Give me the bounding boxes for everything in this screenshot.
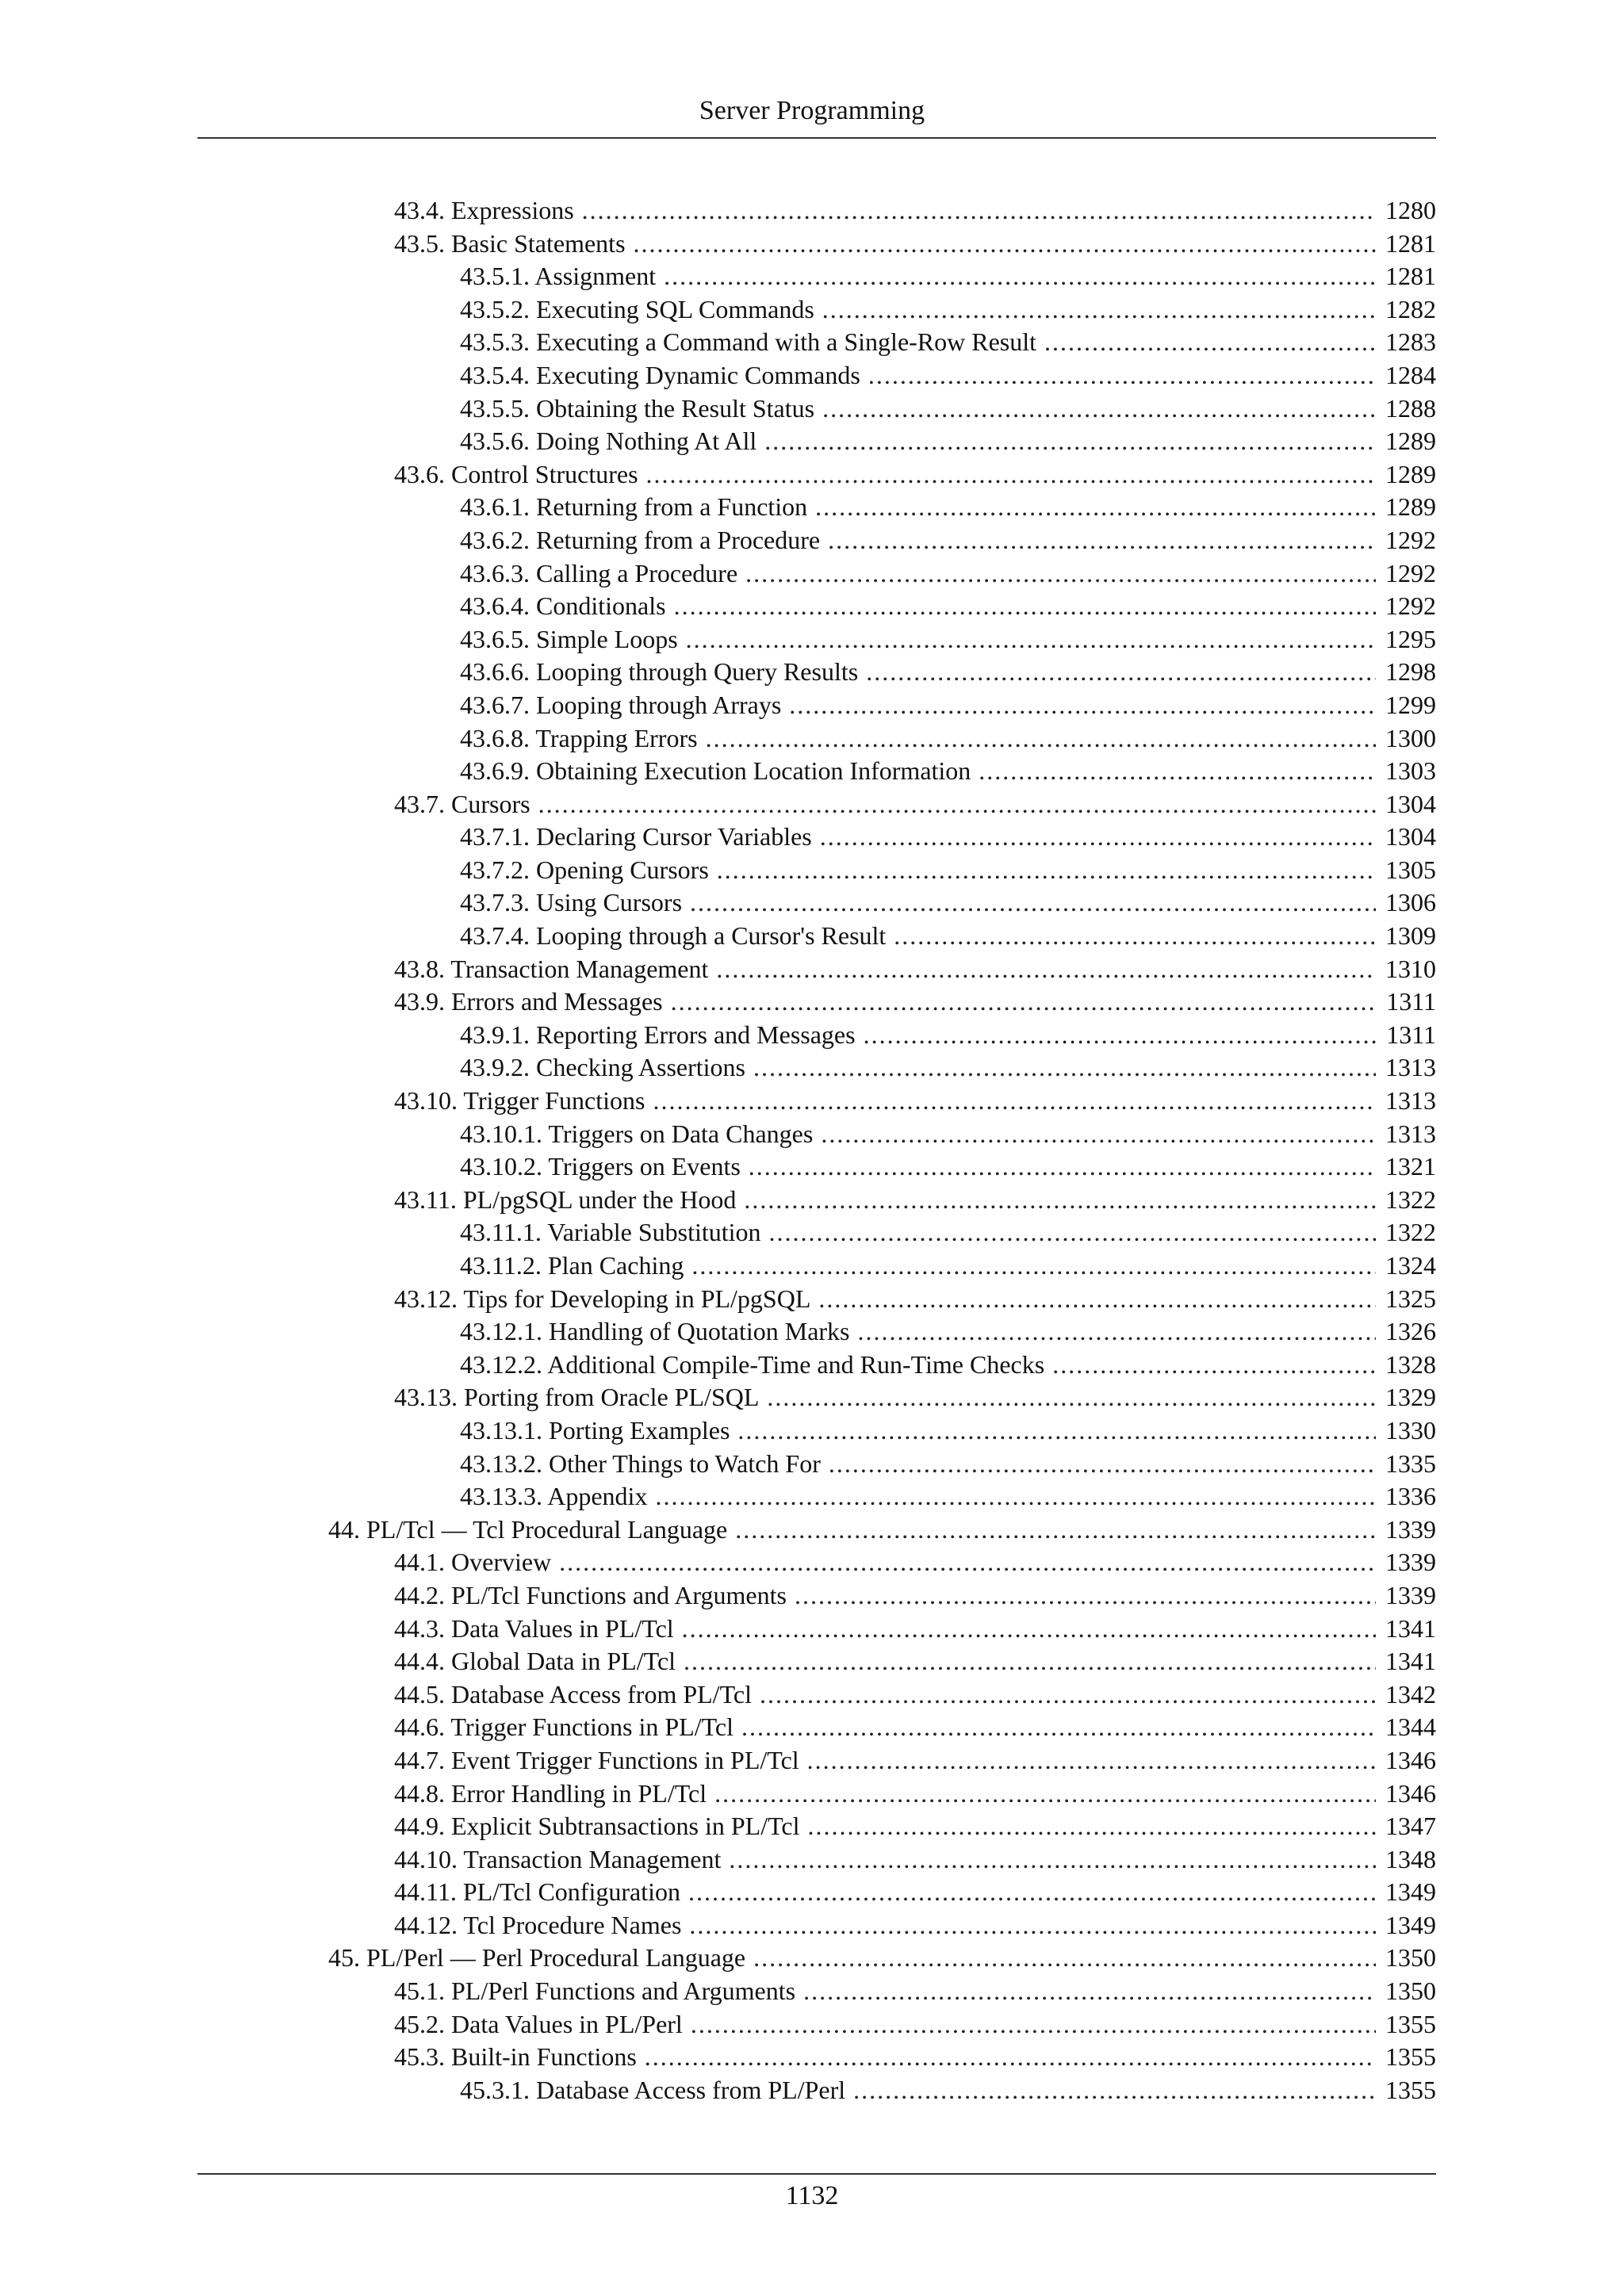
toc-entry[interactable]: [0, 359, 1624, 392]
dot-leader: [745, 557, 1376, 591]
toc-entry-page: 1304: [1385, 789, 1436, 818]
dot-leader: [853, 2074, 1376, 2107]
dot-leader: [1044, 326, 1376, 359]
dot-leader: [864, 1019, 1376, 1052]
toc-entry-page: 1341: [1385, 1647, 1436, 1676]
toc-entry-page: 1355: [1385, 2009, 1436, 2038]
toc-entry-title: 45. PL/Perl — Perl Procedural Language: [328, 1943, 746, 1973]
toc-entry-page: 1299: [1385, 690, 1436, 719]
toc-entry[interactable]: [0, 886, 1624, 920]
toc-entry[interactable]: [0, 1579, 1624, 1613]
toc-entry[interactable]: [0, 1777, 1624, 1811]
toc-entry-page: 1355: [1385, 2042, 1436, 2072]
toc-entry-title: 43.5. Basic Statements: [394, 228, 626, 258]
toc-entry[interactable]: [0, 1513, 1624, 1547]
toc-entry-title: 43.10. Trigger Functions: [394, 1086, 645, 1115]
toc-entry-title: 43.5.6. Doing Nothing At All: [460, 427, 757, 456]
dot-leader: [764, 425, 1376, 458]
dot-leader: [653, 1085, 1376, 1118]
dot-leader: [689, 1909, 1376, 1942]
toc-entry[interactable]: [0, 1184, 1624, 1217]
dot-leader: [691, 2008, 1376, 2042]
toc-entry-title: 43.12. Tips for Developing in PL/pgSQL: [394, 1284, 811, 1313]
toc-entry-page: 1289: [1385, 427, 1436, 456]
toc-entry-title: 43.5.5. Obtaining the Result Status: [460, 393, 815, 423]
toc-entry-page: 1329: [1385, 1383, 1436, 1412]
footer-rule: [197, 2173, 1436, 2175]
toc-entry-title: 43.7.3. Using Cursors: [460, 888, 683, 917]
toc-entry-page: 1306: [1385, 888, 1436, 917]
dot-leader: [821, 1118, 1376, 1151]
toc-entry[interactable]: [0, 491, 1624, 524]
toc-entry[interactable]: [0, 260, 1624, 293]
dot-leader: [753, 1051, 1376, 1085]
toc-entry-page: 1280: [1385, 196, 1436, 224]
dot-leader: [655, 1480, 1376, 1513]
toc-entry[interactable]: [0, 524, 1624, 557]
dot-leader: [795, 1579, 1376, 1613]
dot-leader: [691, 1249, 1376, 1283]
toc-entry-page: 1284: [1385, 360, 1436, 389]
toc-entry-page: 1311: [1386, 987, 1436, 1016]
dot-leader: [538, 788, 1376, 821]
toc-entry-title: 45.3.1. Database Access from PL/Perl: [460, 2075, 846, 2104]
toc-entry-page: 1355: [1385, 2075, 1436, 2104]
toc-entry-page: 1311: [1386, 1020, 1436, 1049]
dot-leader: [688, 1876, 1376, 1909]
dot-leader: [749, 1150, 1376, 1184]
toc-entry-page: 1330: [1385, 1415, 1436, 1445]
dot-leader: [807, 1810, 1376, 1843]
toc-entry[interactable]: [0, 2074, 1624, 2107]
dot-leader: [674, 590, 1376, 623]
dot-leader: [671, 985, 1376, 1019]
toc-entry[interactable]: [0, 1975, 1624, 2008]
toc-entry-page: 1281: [1385, 228, 1436, 258]
dot-leader: [646, 458, 1376, 492]
toc-entry[interactable]: [0, 656, 1624, 689]
toc-entry-title: 43.6.4. Conditionals: [460, 591, 666, 621]
toc-entry-title: 44.7. Event Trigger Functions in PL/Tcl: [394, 1745, 799, 1774]
toc-entry-title: 43.8. Transaction Management: [394, 954, 709, 983]
toc-entry-page: 1322: [1385, 1218, 1436, 1247]
dot-leader: [803, 1975, 1376, 2008]
toc-entry-title: 43.13.2. Other Things to Watch For: [460, 1448, 821, 1478]
toc-entry-page: 1322: [1385, 1184, 1436, 1214]
toc-entry-page: 1298: [1385, 657, 1436, 687]
toc-entry-title: 44.4. Global Data in PL/Tcl: [394, 1647, 676, 1676]
dot-leader: [818, 1283, 1376, 1316]
toc-entry-title: 43.9.2. Checking Assertions: [460, 1053, 745, 1082]
dot-leader: [744, 1184, 1376, 1217]
dot-leader: [737, 1414, 1376, 1448]
toc-entry-page: 1349: [1385, 1877, 1436, 1907]
toc-entry[interactable]: [0, 557, 1624, 591]
toc-entry[interactable]: [0, 293, 1624, 327]
toc-entry-title: 44.11. PL/Tcl Configuration: [394, 1877, 680, 1907]
toc-entry-title: 43.6.5. Simple Loops: [460, 624, 678, 653]
toc-entry-title: 43.5.4. Executing Dynamic Commands: [460, 360, 860, 389]
toc-entry-title: 45.3. Built-in Functions: [394, 2042, 637, 2072]
toc-entry-title: 43.9. Errors and Messages: [394, 987, 663, 1016]
toc-entry-title: 43.6. Control Structures: [394, 459, 638, 488]
toc-entry-title: 44.8. Error Handling in PL/Tcl: [394, 1778, 707, 1808]
toc-entry[interactable]: [0, 1909, 1624, 1942]
toc-entry-title: 43.6.8. Trapping Errors: [460, 723, 698, 752]
toc-entry[interactable]: [0, 821, 1624, 854]
toc-entry-page: 1281: [1385, 262, 1436, 291]
dot-leader: [769, 1216, 1376, 1249]
toc-entry-title: 45.1. PL/Perl Functions and Arguments: [394, 1976, 796, 2006]
toc-entry-page: 1282: [1385, 294, 1436, 323]
toc-entry-page: 1339: [1385, 1514, 1436, 1544]
dot-leader: [682, 1613, 1376, 1646]
toc-entry-page: 1304: [1385, 822, 1436, 851]
toc-entry[interactable]: [0, 1019, 1624, 1052]
toc-entry[interactable]: [0, 1349, 1624, 1382]
toc-entry[interactable]: [0, 689, 1624, 722]
toc-entry[interactable]: [0, 194, 1624, 228]
toc-entry-page: 1328: [1385, 1349, 1436, 1379]
dot-leader: [684, 1645, 1376, 1678]
toc-entry-title: 43.7.1. Declaring Cursor Variables: [460, 822, 812, 851]
toc-entry[interactable]: [0, 228, 1624, 261]
toc-entry[interactable]: [0, 623, 1624, 656]
dot-leader: [753, 1942, 1376, 1975]
dot-leader: [559, 1546, 1376, 1579]
dot-leader: [690, 886, 1376, 920]
toc-entry-page: 1324: [1385, 1251, 1436, 1280]
toc-entry[interactable]: [0, 590, 1624, 623]
toc-entry-page: 1305: [1385, 855, 1436, 884]
dot-leader: [866, 656, 1376, 689]
toc-entry[interactable]: [0, 1249, 1624, 1283]
toc-entry[interactable]: [0, 1645, 1624, 1678]
toc-entry-page: 1321: [1385, 1152, 1436, 1181]
dot-leader: [582, 194, 1376, 228]
toc-entry-page: 1313: [1385, 1119, 1436, 1148]
toc-entry[interactable]: [0, 2008, 1624, 2042]
toc-entry-page: 1350: [1385, 1976, 1436, 2006]
toc-entry-page: 1339: [1385, 1548, 1436, 1577]
toc-entry[interactable]: [0, 1448, 1624, 1481]
toc-entry-page: 1349: [1385, 1910, 1436, 1939]
toc-entry-title: 43.6.7. Looping through Arrays: [460, 690, 782, 719]
dot-leader: [815, 491, 1376, 524]
toc-entry-title: 43.6.9. Obtaining Execution Location Information: [460, 756, 971, 786]
toc-entry-page: 1283: [1385, 327, 1436, 357]
toc-entry[interactable]: [0, 1216, 1624, 1249]
toc-entry-page: 1347: [1385, 1812, 1436, 1841]
toc-entry-page: 1348: [1385, 1844, 1436, 1873]
toc-entry-page: 1292: [1385, 591, 1436, 621]
toc-entry[interactable]: [0, 1711, 1624, 1744]
toc-entry-page: 1346: [1385, 1745, 1436, 1774]
toc-entry[interactable]: [0, 1810, 1624, 1843]
toc-entry-page: 1344: [1385, 1712, 1436, 1742]
toc-entry[interactable]: [0, 920, 1624, 953]
toc-entry-page: 1313: [1385, 1086, 1436, 1115]
toc-entry-title: 43.5.2. Executing SQL Commands: [460, 294, 814, 323]
toc-entry[interactable]: [0, 1942, 1624, 1975]
header-rule: [197, 137, 1436, 139]
dot-leader: [714, 1777, 1376, 1811]
toc-entry-page: 1350: [1385, 1943, 1436, 1973]
toc-entry-title: 43.13. Porting from Oracle PL/SQL: [394, 1383, 760, 1412]
toc-entry[interactable]: [0, 1283, 1624, 1316]
page-number: 1132: [785, 2181, 839, 2210]
toc-entry[interactable]: [0, 326, 1624, 359]
toc-entry-page: 1336: [1385, 1482, 1436, 1511]
toc-entry-title: 43.12.2. Additional Compile-Time and Run-Time Checks: [460, 1349, 1045, 1379]
toc-entry[interactable]: [0, 755, 1624, 788]
dot-leader: [735, 1513, 1376, 1547]
toc-entry-page: 1325: [1385, 1284, 1436, 1313]
toc-entry-title: 43.5.1. Assignment: [460, 262, 657, 291]
toc-entry-title: 43.13.1. Porting Examples: [460, 1415, 730, 1445]
dot-leader: [664, 260, 1376, 293]
toc-entry-title: 44.10. Transaction Management: [394, 1844, 722, 1873]
dot-leader: [741, 1711, 1376, 1744]
toc-entry-title: 43.12.1. Handling of Quotation Marks: [460, 1317, 850, 1346]
toc-entry-title: 43.10.2. Triggers on Events: [460, 1152, 741, 1181]
toc-entry[interactable]: [0, 392, 1624, 426]
toc-entry[interactable]: [0, 953, 1624, 986]
toc-entry-page: 1300: [1385, 723, 1436, 752]
toc-entry[interactable]: [0, 1876, 1624, 1909]
toc-entry-title: 44.2. PL/Tcl Functions and Arguments: [394, 1580, 787, 1609]
toc-entry-title: 43.11.2. Plan Caching: [460, 1251, 684, 1280]
dot-leader: [760, 1678, 1376, 1712]
dot-leader: [829, 1448, 1376, 1481]
dot-leader: [894, 920, 1376, 953]
toc-entry[interactable]: [0, 722, 1624, 756]
toc-entry[interactable]: [0, 1744, 1624, 1777]
toc-entry-page: 1288: [1385, 393, 1436, 423]
table-of-contents: [0, 194, 1624, 2107]
toc-entry[interactable]: [0, 788, 1624, 821]
toc-entry[interactable]: [0, 1315, 1624, 1349]
toc-entry-page: 1339: [1385, 1580, 1436, 1609]
toc-entry[interactable]: [0, 1480, 1624, 1513]
toc-entry-title: 43.5.3. Executing a Command with a Single-Row Result: [460, 327, 1037, 357]
dot-leader: [1052, 1349, 1376, 1382]
dot-leader: [686, 623, 1376, 656]
toc-entry[interactable]: [0, 1051, 1624, 1085]
toc-entry-title: 44. PL/Tcl — Tcl Procedural Language: [328, 1514, 728, 1544]
dot-leader: [706, 722, 1376, 756]
toc-entry-page: 1289: [1385, 492, 1436, 522]
dot-leader: [767, 1381, 1376, 1414]
dot-leader: [634, 228, 1376, 261]
toc-entry[interactable]: [0, 1118, 1624, 1151]
toc-entry-title: 44.9. Explicit Subtransactions in PL/Tcl: [394, 1812, 800, 1841]
toc-entry-title: 43.7.2. Opening Cursors: [460, 855, 709, 884]
toc-entry[interactable]: [0, 1414, 1624, 1448]
toc-entry-page: 1310: [1385, 954, 1436, 983]
toc-entry-page: 1289: [1385, 459, 1436, 488]
toc-entry-title: 43.6.2. Returning from a Procedure: [460, 525, 821, 554]
toc-entry[interactable]: [0, 1678, 1624, 1712]
dot-leader: [789, 689, 1376, 722]
toc-entry[interactable]: [0, 1843, 1624, 1877]
dot-leader: [645, 2041, 1376, 2074]
toc-entry-page: 1346: [1385, 1778, 1436, 1808]
toc-entry-title: 43.10.1. Triggers on Data Changes: [460, 1119, 814, 1148]
dot-leader: [729, 1843, 1376, 1877]
toc-entry[interactable]: [0, 1613, 1624, 1646]
running-header: Server Programming: [699, 96, 925, 125]
toc-entry-page: 1292: [1385, 525, 1436, 554]
toc-entry-title: 43.7.4. Looping through a Cursor's Result: [460, 921, 887, 951]
toc-entry-title: 43.9.1. Reporting Errors and Messages: [460, 1020, 856, 1049]
toc-entry-title: 43.6.6. Looping through Query Results: [460, 657, 859, 687]
dot-leader: [807, 1744, 1376, 1777]
toc-entry[interactable]: [0, 985, 1624, 1019]
toc-entry-page: 1341: [1385, 1613, 1436, 1643]
toc-entry-page: 1309: [1385, 921, 1436, 951]
dot-leader: [979, 755, 1376, 788]
dot-leader: [820, 821, 1376, 854]
toc-entry-page: 1295: [1385, 624, 1436, 653]
toc-entry[interactable]: [0, 1150, 1624, 1184]
toc-entry-title: 44.5. Database Access from PL/Tcl: [394, 1679, 752, 1709]
toc-entry[interactable]: [0, 458, 1624, 492]
toc-entry-title: 44.1. Overview: [394, 1548, 552, 1577]
toc-entry-title: 45.2. Data Values in PL/Perl: [394, 2009, 683, 2038]
dot-leader: [822, 293, 1376, 327]
toc-entry-page: 1313: [1385, 1053, 1436, 1082]
toc-entry-title: 44.3. Data Values in PL/Tcl: [394, 1613, 674, 1643]
toc-entry-title: 43.11. PL/pgSQL under the Hood: [394, 1184, 737, 1214]
dot-leader: [822, 392, 1376, 426]
toc-entry-title: 44.6. Trigger Functions in PL/Tcl: [394, 1712, 734, 1742]
dot-leader: [858, 1315, 1377, 1349]
dot-leader: [717, 854, 1376, 887]
toc-entry-title: 43.13.3. Appendix: [460, 1482, 648, 1511]
dot-leader: [716, 953, 1376, 986]
toc-entry-page: 1335: [1385, 1448, 1436, 1478]
toc-entry-page: 1292: [1385, 558, 1436, 587]
toc-entry-title: 43.4. Expressions: [394, 196, 574, 224]
dot-leader: [828, 524, 1376, 557]
toc-entry-title: 43.7. Cursors: [394, 789, 530, 818]
toc-entry[interactable]: [0, 1381, 1624, 1414]
toc-entry[interactable]: [0, 1085, 1624, 1118]
toc-entry[interactable]: [0, 425, 1624, 458]
toc-entry[interactable]: [0, 854, 1624, 887]
toc-entry-title: 43.6.1. Returning from a Function: [460, 492, 808, 522]
dot-leader: [868, 359, 1376, 392]
toc-entry-page: 1303: [1385, 756, 1436, 786]
toc-entry[interactable]: [0, 1546, 1624, 1579]
toc-entry-page: 1342: [1385, 1679, 1436, 1709]
toc-entry-title: 44.12. Tcl Procedure Names: [394, 1910, 682, 1939]
toc-entry-title: 43.11.1. Variable Substitution: [460, 1218, 761, 1247]
toc-entry-page: 1326: [1385, 1317, 1436, 1346]
toc-entry-title: 43.6.3. Calling a Procedure: [460, 558, 738, 587]
toc-entry[interactable]: [0, 2041, 1624, 2074]
